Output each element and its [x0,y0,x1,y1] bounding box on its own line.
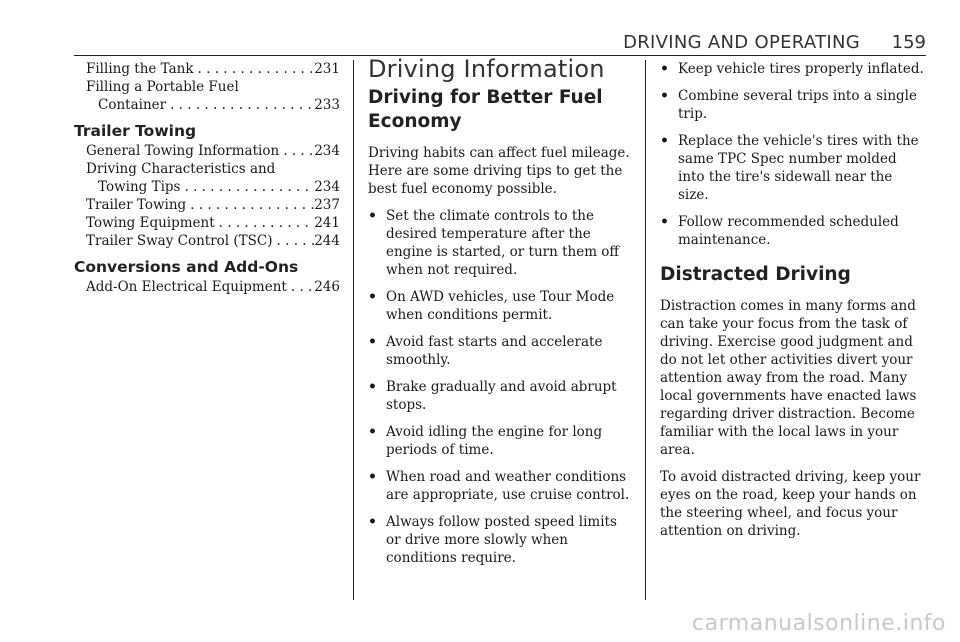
toc-entry[interactable] [86,278,340,296]
column-divider-left [353,60,354,600]
toc-entry[interactable] [86,214,340,232]
subsection-title-fuel-economy: Driving for Better Fuel Economy [368,87,603,132]
column-divider-right [645,60,646,600]
toc-label: Towing Tips [98,179,181,195]
toc-label: Trailer Towing [86,197,187,213]
toc-entry[interactable] [86,196,340,214]
subsection-title-distracted-driving: Distracted Driving [660,264,851,285]
list-item: • Brake gradually and avoid abrupt stops. [368,379,617,413]
bullet-icon: • [368,469,377,485]
page-number: 159 [891,32,926,53]
toc-entry[interactable] [98,178,340,196]
body-column-right [660,60,926,549]
toc-entry-line[interactable]: Driving Characteristics and [86,161,276,177]
toc-page: 234 [314,143,340,159]
bullet-icon: • [660,88,669,104]
toc-label: Trailer Sway Control (TSC) [86,233,273,249]
toc-entry[interactable] [86,232,340,250]
toc-label: Filling the Tank [86,61,194,77]
toc-page: 231 [314,61,340,77]
toc-entry-line[interactable]: Filling a Portable Fuel [86,79,239,95]
list-item: • Combine several trips into a single trip. [660,88,917,122]
toc-entry[interactable] [86,142,340,160]
list-item: • Always follow posted speed limits or drive more slowly when conditions require. [368,514,617,566]
toc-label: Add-On Electrical Equipment [86,279,287,295]
toc-entry[interactable] [98,96,340,114]
toc-label: Container [98,97,167,113]
paragraph: Distraction comes in many forms and can take your focus from the task of driving. Exercise good judgment and do not let other activities divert your attention away from the road. Many local governments have enacted laws regarding driver distraction. Become familiar with the local laws in your area. [660,298,917,458]
bullet-icon: • [660,61,669,77]
list-item: • Avoid idling the engine for long periods of time. [368,424,603,458]
toc-label: Towing Equipment [86,215,215,231]
watermark: carmanualsonline.info [692,611,946,636]
toc-page: 237 [314,197,340,213]
page-header [74,30,926,56]
list-item: • When road and weather conditions are appropriate, use cruise control. [368,469,630,503]
paragraph: Driving habits can affect fuel mileage. Here are some driving tips to get the best fuel economy possible. [368,145,630,197]
list-item: • Replace the vehicle's tires with the same TPC Spec number molded into the tire's sidewall near the size. [660,133,919,203]
chapter-title: DRIVING AND OPERATING [623,32,860,53]
toc-page: 246 [314,279,340,295]
section-title-driving-information: Driving Information [368,55,605,83]
list-item: • Avoid fast starts and accelerate smoothly. [368,334,603,368]
list-item: • Follow recommended scheduled maintenance. [660,214,899,248]
toc-page: 233 [314,97,340,113]
bullet-icon: • [368,289,377,305]
toc-column [74,60,340,296]
bullet-icon: • [368,514,377,530]
toc-page: 234 [314,179,340,195]
body-column-middle [368,55,630,576]
bullet-icon: • [660,214,669,230]
list-item: • Set the climate controls to the desired temperature after the engine is started, or turn them off when not required. [368,208,620,278]
toc-entry[interactable] [86,60,340,78]
toc-page: 241 [314,215,340,231]
toc-heading-conversions: Conversions and Add-Ons [74,258,299,276]
paragraph: To avoid distracted driving, keep your eyes on the road, keep your hands on the steering wheel, and focus your attention on driving. [660,469,921,539]
toc-heading-trailer-towing: Trailer Towing [74,122,197,140]
toc-label: General Towing Information [86,143,280,159]
bullet-icon: • [368,379,377,395]
bullet-icon: • [368,208,377,224]
list-item: • Keep vehicle tires properly inflated. [660,61,924,77]
bullet-icon: • [368,334,377,350]
list-item: • On AWD vehicles, use Tour Mode when conditions permit. [368,289,615,323]
toc-page: 244 [314,233,340,249]
bullet-icon: • [660,133,669,149]
bullet-icon: • [368,424,377,440]
